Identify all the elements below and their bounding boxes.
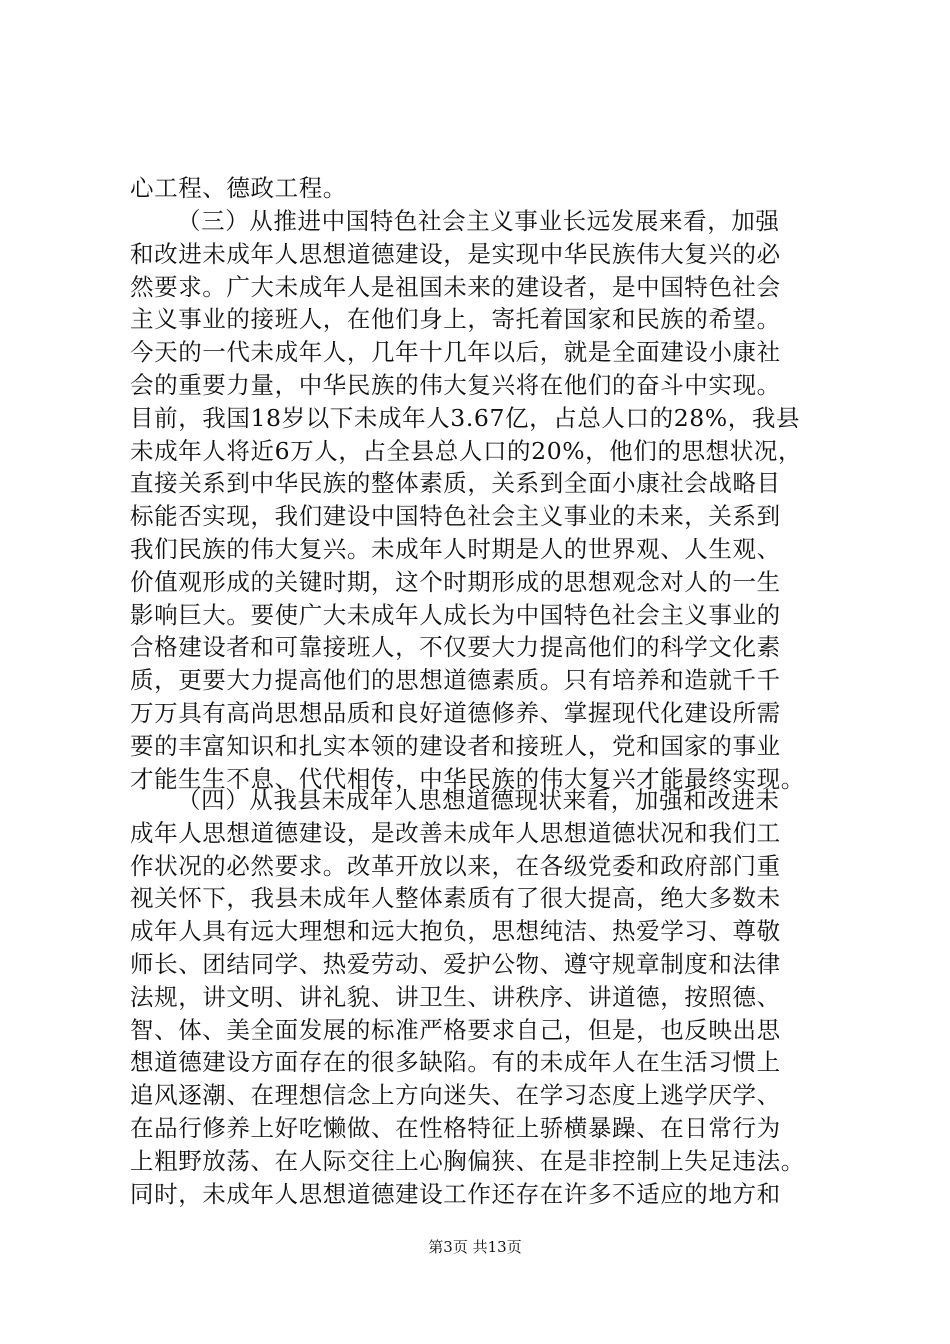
text-line: 主义事业的接班人，在他们身上，寄托着国家和民族的希望。 (130, 305, 781, 334)
text-line: 想道德建设方面存在的很多缺陷。有的未成年人在生活习惯上 (130, 1048, 781, 1077)
text-line: 法规，讲文明、讲礼貌、讲卫生、讲秩序、讲道德，按照德、 (130, 982, 781, 1011)
paragraph-continuation (130, 172, 830, 205)
text-line: 智、体、美全面发展的标准严格要求自己，但是，也反映出思 (130, 1015, 781, 1044)
page-number-footer: 第3页 共13页 (428, 1238, 522, 1256)
text-line: 目前，我国18岁以下未成年人3.67亿，占总人口的28%，我县 (130, 403, 801, 432)
text-line: 成年人具有远大理想和远大抱负，思想纯洁、热爱学习、尊敬 (130, 917, 781, 946)
paragraph-four (130, 784, 830, 1210)
text-line: 然要求。广大未成年人是祖国未来的建设者，是中国特色社会 (130, 272, 781, 301)
text-line: （三）从推进中国特色社会主义事业长远发展来看，加强 (177, 207, 780, 235)
text-line: 作状况的必然要求。改革开放以来，在各级党委和政府部门重 (130, 851, 781, 880)
text-line: 上粗野放荡、在人际交往上心胸偏狭、在是非控制上失足违法。 (130, 1146, 805, 1175)
text-line: 我们民族的伟大复兴。未成年人时期是人的世界观、人生观、 (130, 534, 781, 563)
text-line: 质，更要大力提高他们的思想道德素质。只有培养和造就千千 (130, 666, 781, 695)
text-line: 追风逐潮、在理想信念上方向迷失、在学习态度上逃学厌学、 (130, 1081, 781, 1110)
text-line: 在品行修养上好吃懒做、在性格特征上骄横暴躁、在日常行为 (130, 1113, 781, 1142)
text-line: 直接关系到中华民族的整体素质，关系到全面小康社会战略目 (130, 469, 781, 498)
text-line: 视关怀下，我县未成年人整体素质有了很大提高，绝大多数未 (130, 884, 781, 913)
text-line: 师长、团结同学、热爱劳动、爱护公物、遵守规章制度和法律 (130, 949, 781, 978)
text-line: 心工程、德政工程。 (130, 174, 347, 202)
text-line: 影响巨大。要使广大未成年人成长为中国特色社会主义事业的 (130, 600, 781, 629)
text-line: 才能生生不息、代代相传，中华民族的伟大复兴才能最终实现。 (130, 764, 805, 793)
text-line: 和改进未成年人思想道德建设，是实现中华民族伟大复兴的必 (130, 239, 781, 268)
text-line: （四）从我县未成年人思想道德现状来看，加强和改进未 (177, 786, 780, 814)
text-line: 今天的一代未成年人，几年十几年以后，就是全面建设小康社 (130, 338, 781, 367)
paragraph-three (130, 205, 830, 795)
text-line: 未成年人将近6万人，占全县总人口的20%，他们的思想状况， (130, 436, 803, 465)
text-line: 会的重要力量，中华民族的伟大复兴将在他们的奋斗中实现。 (130, 370, 781, 399)
text-line: 价值观形成的关键时期，这个时期形成的思想观念对人的一生 (130, 567, 781, 596)
text-line: 合格建设者和可靠接班人，不仅要大力提高他们的科学文化素 (130, 633, 781, 662)
text-line: 标能否实现，我们建设中国特色社会主义事业的未来，关系到 (130, 502, 781, 531)
text-line: 万万具有高尚思想品质和良好道德修养、掌握现代化建设所需 (130, 698, 781, 727)
text-line: 要的丰富知识和扎实本领的建设者和接班人，党和国家的事业 (130, 731, 781, 760)
text-line: 成年人思想道德建设，是改善未成年人思想道德状况和我们工 (130, 818, 781, 847)
text-line: 同时，未成年人思想道德建设工作还存在许多不适应的地方和 (130, 1179, 781, 1208)
